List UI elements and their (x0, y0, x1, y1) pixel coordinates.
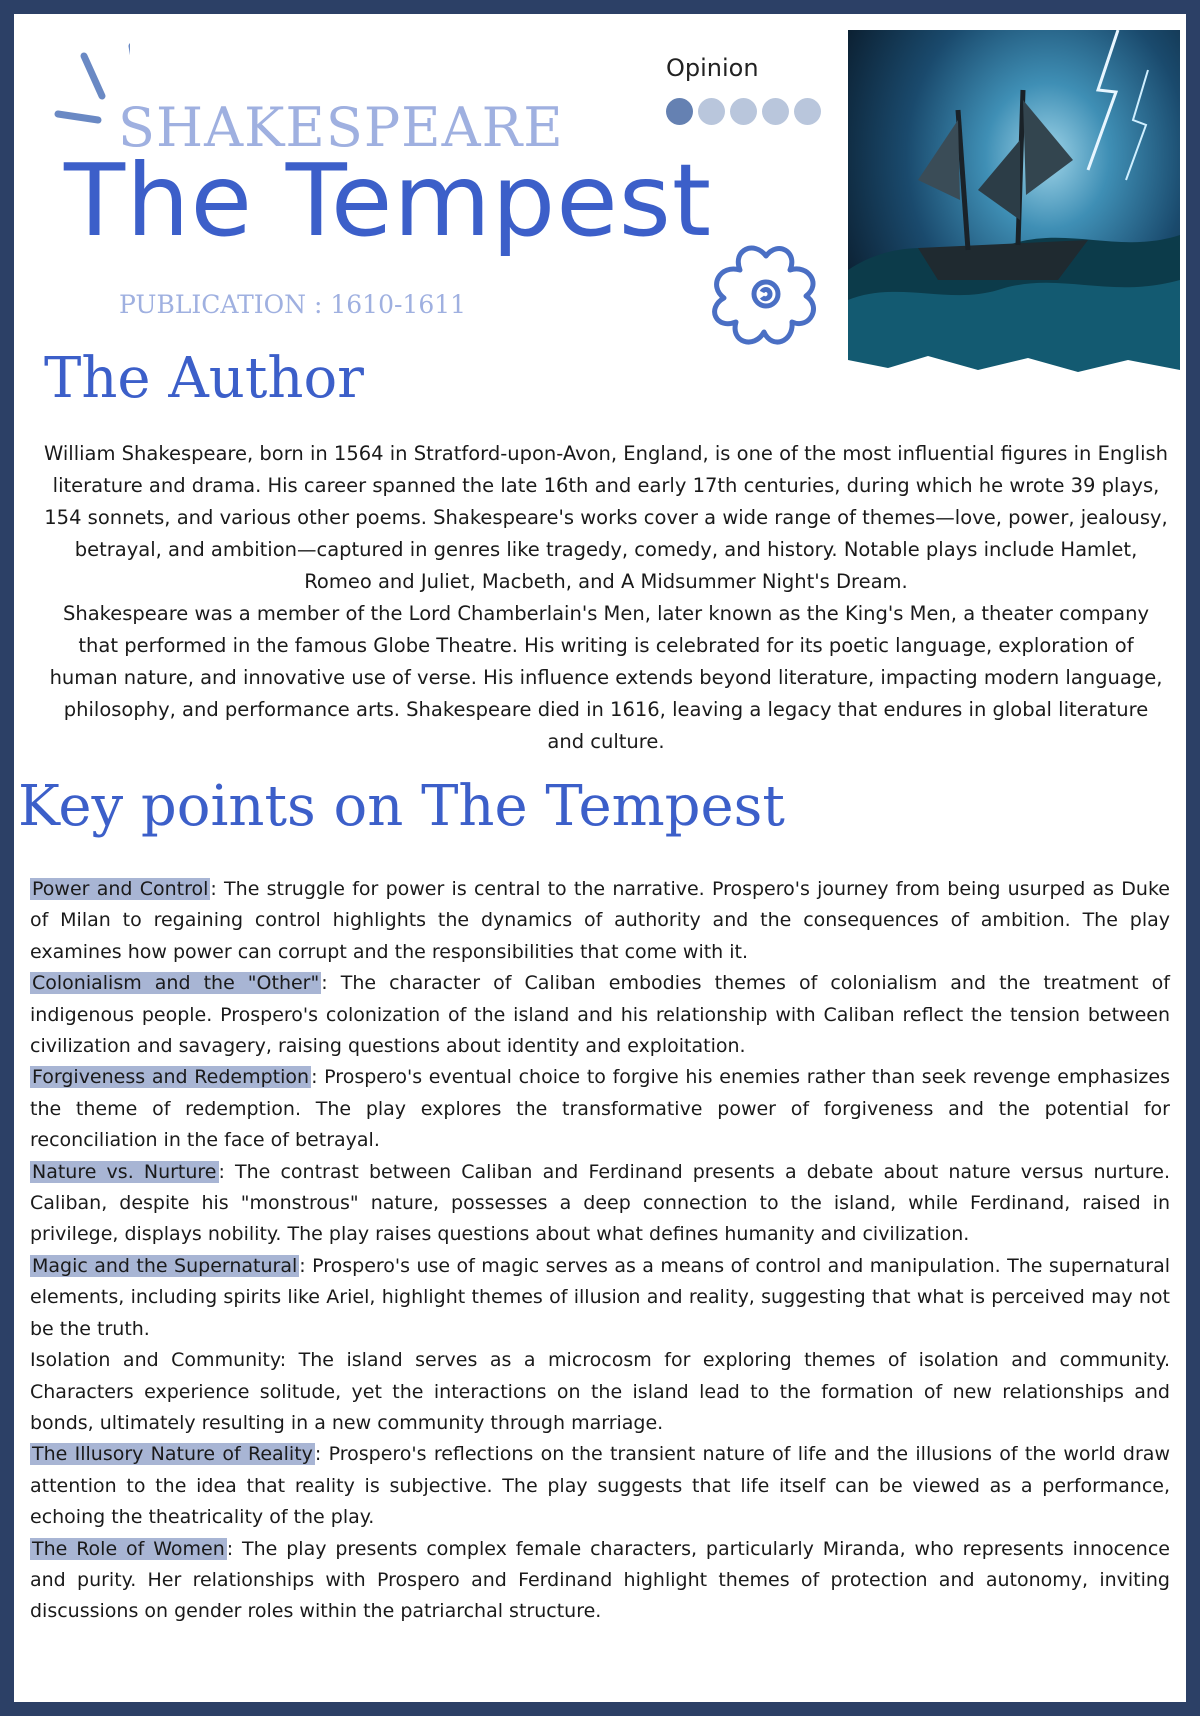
rating-dot-icon[interactable] (762, 98, 789, 125)
author-name: SHAKESPEARE (118, 96, 564, 159)
rating-dot-icon[interactable] (666, 98, 693, 125)
list-item: Nature vs. Nurture : The contrast between Caliban and Ferdinand presents a debate about nature versus nurture. Caliban, despite his "monstrous" nature, possesses a deep connection to the island, while Ferdinand, raised in privilege, displays nobility. The play raises questions about what defines humanity and civilization. (30, 1160, 1170, 1246)
rating-dot-icon[interactable] (730, 98, 757, 125)
flower-icon (706, 242, 826, 352)
key-point-term: Nature vs. Nurture (32, 1160, 217, 1183)
key-points-list (30, 874, 1170, 1628)
storm-ship-image (848, 30, 1180, 390)
key-point-term: Forgiveness and Redemption (32, 1066, 310, 1089)
publication-date: PUBLICATION : 1610-1611 (119, 290, 467, 319)
opinion-label: Opinion (666, 54, 759, 82)
key-point-term: Power and Control (32, 878, 209, 900)
page-title: The Tempest (64, 142, 713, 259)
list-item: Power and Control : The struggle for power is central to the narrative. Prospero's journey from being usurped as Duke of Milan to regaining control highlights the dynamics of authority and the consequences of ambition. The play examines how power can corrupt and the responsibilities that come with it. (30, 878, 1170, 963)
author-heading: The Author (44, 346, 364, 411)
author-paragraph: Shakespeare was a member of the Lord Chamberlain's Men, later known as the King's Men, a theater company that performed in the famous Globe Theatre. His writing is celebrated for its poetic language, exploration of human nature, and innovative use of verse. His influence extends beyond literature, impacting modern language, philosophy, and performance arts. Shakespeare died in 1616, leaving a legacy that endures in global literature and culture. (49, 602, 1163, 753)
key-point-term: Magic and the Supernatural (32, 1254, 298, 1277)
rating-dot-icon[interactable] (794, 98, 821, 125)
author-bio (44, 438, 1168, 758)
list-item: The Role of Women : The play presents complex female characters, particularly Miranda, who represents innocence and purity. Her relationships with Prospero and Ferdinand highlight themes of protection and autonomy, inviting discussions on gender roles within the patriarchal structure. (30, 1537, 1170, 1623)
key-point-term: Isolation and Community (30, 1349, 280, 1372)
opinion-rating (666, 98, 821, 125)
key-points-heading: Key points on The Tempest (18, 774, 785, 839)
worksheet-page (14, 14, 1186, 1702)
key-point-term: Colonialism and the "Other" (32, 972, 320, 995)
list-item: Magic and the Supernatural : Prospero's use of magic serves as a means of control and manipulation. The supernatural elements, including spirits like Ariel, highlight themes of illusion and reality, suggesting that what is perceived may not be the truth. (30, 1254, 1170, 1340)
key-point-term: The Role of Women (32, 1537, 225, 1560)
list-item: Forgiveness and Redemption : Prospero's eventual choice to forgive his enemies rather than seek revenge emphasizes the theme of redemption. The play explores the transformative power of forgiveness and the potential for reconciliation in the face of betrayal. (30, 1066, 1170, 1152)
key-point-term: The Illusory Nature of Reality (32, 1443, 313, 1466)
rating-dot-icon[interactable] (698, 98, 725, 125)
list-item: The Illusory Nature of Reality : Prospero's reflections on the transient nature of life and the illusions of the world draw attention to the idea that reality is subjective. The play suggests that life itself can be viewed as a performance, echoing the theatricality of the play. (30, 1443, 1170, 1529)
author-paragraph: William Shakespeare, born in 1564 in Stratford-upon-Avon, England, is one of the most influential figures in English literature and drama. His career spanned the late 16th and early 17th centuries, during which he wrote 39 plays, 154 sonnets, and various other poems. Shakespeare's works cover a wide range of themes—love, power, jealousy, betrayal, and ambition—captured in genres like tragedy, comedy, and history. Notable plays include Hamlet, Romeo and Juliet, Macbeth, and A Midsummer Night's Dream. (44, 442, 1169, 593)
list-item: Colonialism and the "Other" : The character of Caliban embodies themes of colonialism and the treatment of indigenous people. Prospero's colonization of the island and his relationship with Caliban reflect the tension between civilization and savagery, raising questions about identity and exploitation. (30, 972, 1171, 1058)
list-item: Isolation and Community: The island serves as a microcosm for exploring themes of isolation and community. Characters experience solitude, yet the interactions on the island lead to the formation of new relationships and bonds, ultimately resulting in a new community through marriage. (30, 1349, 1170, 1434)
